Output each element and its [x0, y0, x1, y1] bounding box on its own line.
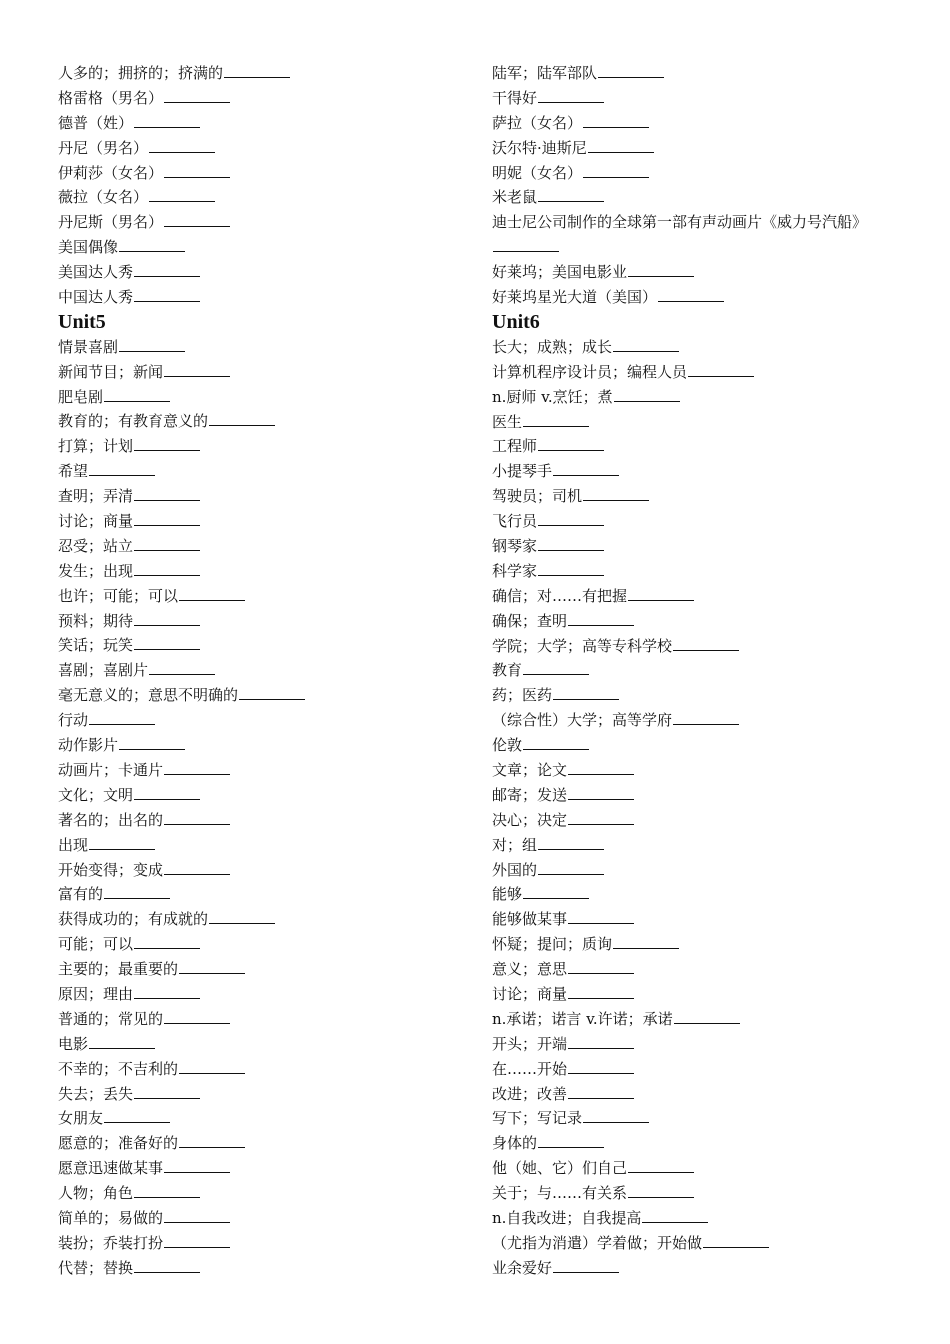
vocab-item	[492, 459, 892, 484]
vocab-item-wrapped	[492, 210, 892, 260]
answer-blank[interactable]	[164, 361, 230, 377]
vocab-item	[492, 833, 892, 858]
answer-blank[interactable]	[134, 1257, 200, 1273]
vocab-item	[58, 1007, 458, 1032]
vocab-text: 讨论；商量	[492, 984, 568, 1003]
answer-blank[interactable]	[568, 908, 634, 924]
answer-blank[interactable]	[209, 908, 275, 924]
answer-blank[interactable]	[224, 62, 290, 78]
answer-blank[interactable]	[673, 709, 739, 725]
answer-blank[interactable]	[568, 1058, 634, 1074]
answer-blank[interactable]	[613, 336, 679, 352]
vocab-item	[58, 459, 458, 484]
vocab-text: 萨拉（女名）	[492, 113, 583, 132]
answer-blank[interactable]	[134, 784, 200, 800]
vocab-item	[492, 882, 892, 907]
vocab-text: 怀疑；提问；质询	[492, 935, 613, 954]
vocab-item	[492, 708, 892, 733]
answer-blank[interactable]	[134, 485, 200, 501]
answer-blank[interactable]	[583, 112, 649, 128]
answer-blank[interactable]	[613, 933, 679, 949]
answer-blank[interactable]	[134, 286, 200, 302]
answer-blank[interactable]	[583, 1107, 649, 1123]
answer-blank[interactable]	[164, 162, 230, 178]
answer-blank[interactable]	[179, 585, 245, 601]
vocab-text: 学院；大学；高等专科学校	[492, 636, 673, 655]
answer-blank[interactable]	[119, 236, 185, 252]
answer-blank[interactable]	[89, 1033, 155, 1049]
vocab-text: 薇拉（女名）	[58, 188, 149, 207]
answer-blank[interactable]	[164, 211, 230, 227]
answer-blank[interactable]	[179, 1058, 245, 1074]
unit5-heading: Unit5	[58, 310, 106, 333]
vocab-item	[58, 1106, 458, 1131]
left-column	[58, 61, 458, 1281]
answer-blank[interactable]	[598, 62, 664, 78]
vocab-item	[492, 634, 892, 659]
vocab-text: 确信；对……有把握	[492, 586, 628, 605]
left-word-list-bottom	[58, 335, 458, 1281]
vocab-item	[492, 932, 892, 957]
vocab-item	[58, 235, 458, 260]
answer-blank[interactable]	[673, 635, 739, 651]
vocab-item	[492, 957, 892, 982]
answer-blank[interactable]	[538, 535, 604, 551]
vocab-text: 毫无意义的；意思不明确的	[58, 686, 239, 705]
vocab-text: 丹尼斯（男名）	[58, 213, 164, 232]
answer-blank[interactable]	[658, 286, 724, 302]
answer-blank[interactable]	[703, 1232, 769, 1248]
vocab-text: 著名的；出名的	[58, 810, 164, 829]
answer-blank[interactable]	[134, 1083, 200, 1099]
vocab-text: 邮寄；发送	[492, 785, 568, 804]
vocab-item	[492, 1032, 892, 1057]
vocab-item	[492, 1131, 892, 1156]
vocab-text: 决心；决定	[492, 810, 568, 829]
answer-blank[interactable]	[628, 585, 694, 601]
vocab-item	[492, 584, 892, 609]
answer-blank[interactable]	[179, 1132, 245, 1148]
vocab-text: （综合性）大学；高等学府	[492, 711, 673, 730]
vocab-item	[58, 1082, 458, 1107]
vocab-item	[58, 633, 458, 658]
answer-blank[interactable]	[523, 659, 589, 675]
left-word-list-top	[58, 61, 458, 310]
vocab-text: 电影	[58, 1034, 89, 1053]
answer-blank[interactable]	[588, 137, 654, 153]
vocab-text: 能够做某事	[492, 910, 568, 929]
vocab-text: 失去；丢失	[58, 1084, 134, 1103]
answer-blank[interactable]	[568, 958, 634, 974]
vocab-text: 好莱坞；美国电影业	[492, 263, 628, 282]
answer-blank[interactable]	[164, 1207, 230, 1223]
vocab-text: 确保；查明	[492, 611, 568, 630]
vocab-item	[492, 1082, 892, 1107]
vocab-item	[58, 1256, 458, 1281]
vocab-text: 预料；期待	[58, 611, 134, 630]
vocab-item	[492, 1256, 892, 1281]
vocab-text: 人多的；拥挤的；挤满的	[58, 64, 224, 82]
unit6-heading: Unit6	[492, 310, 540, 333]
vocab-text: 外国的	[492, 860, 538, 879]
vocab-text: 动作影片	[58, 736, 119, 755]
answer-blank[interactable]	[134, 1182, 200, 1198]
answer-blank[interactable]	[164, 87, 230, 103]
vocab-item	[58, 733, 458, 758]
vocab-text: 代替；替换	[58, 1258, 134, 1277]
vocab-item	[58, 808, 458, 833]
vocab-text: 喜剧；喜剧片	[58, 661, 149, 680]
vocab-item	[58, 434, 458, 459]
vocab-text: 伦敦	[492, 736, 523, 755]
answer-blank[interactable]	[134, 610, 200, 626]
answer-blank[interactable]	[134, 535, 200, 551]
vocab-text: 笑话；玩笑	[58, 636, 134, 655]
answer-blank[interactable]	[614, 386, 680, 402]
vocab-text: 教育	[492, 661, 523, 680]
answer-blank[interactable]	[568, 784, 634, 800]
right-word-list-bottom	[492, 335, 892, 1281]
answer-blank[interactable]	[134, 933, 200, 949]
vocab-text: 讨论；商量	[58, 512, 134, 531]
vocab-item	[492, 783, 892, 808]
answer-blank[interactable]	[628, 1157, 694, 1173]
answer-blank[interactable]	[239, 684, 305, 700]
vocab-text: 他（她、它）们自己	[492, 1159, 628, 1178]
answer-blank[interactable]	[568, 610, 634, 626]
answer-blank[interactable]	[149, 659, 215, 675]
vocab-item	[58, 534, 458, 559]
answer-blank[interactable]	[538, 560, 604, 576]
vocab-item	[492, 136, 892, 161]
vocab-item	[492, 609, 892, 634]
vocab-item	[58, 1032, 458, 1057]
answer-blank[interactable]	[134, 510, 200, 526]
vocab-text: 肥皂剧	[58, 387, 104, 406]
vocab-item	[492, 410, 892, 435]
vocab-text: 对；组	[492, 835, 538, 854]
vocab-item	[58, 957, 458, 982]
vocab-item	[492, 858, 892, 883]
vocab-item	[492, 111, 892, 136]
right-column	[492, 61, 892, 1281]
vocab-item	[58, 932, 458, 957]
vocab-item	[58, 1057, 458, 1082]
answer-blank[interactable]	[493, 236, 559, 252]
right-word-list-top	[492, 61, 892, 210]
answer-blank[interactable]	[583, 162, 649, 178]
vocab-item	[58, 61, 458, 86]
vocab-text: 文章；论文	[492, 760, 568, 779]
vocab-text: 教育的；有教育意义的	[58, 412, 209, 431]
vocab-item	[58, 609, 458, 634]
vocab-item	[492, 360, 892, 385]
vocab-text: 格雷格（男名）	[58, 88, 164, 107]
vocab-text: 出现	[58, 835, 89, 854]
vocab-item	[58, 335, 458, 360]
vocab-text: 伊莉莎（女名）	[58, 163, 164, 182]
vocab-item	[58, 409, 458, 434]
answer-blank[interactable]	[119, 734, 185, 750]
vocab-text: 可能；可以	[58, 935, 134, 954]
answer-blank[interactable]	[568, 1033, 634, 1049]
vocab-item	[492, 1057, 892, 1082]
vocab-item	[58, 86, 458, 111]
answer-blank[interactable]	[642, 1207, 708, 1223]
vocab-text: 美国达人秀	[58, 263, 134, 282]
answer-blank[interactable]	[164, 859, 230, 875]
answer-blank[interactable]	[583, 485, 649, 501]
vocab-item	[58, 161, 458, 186]
vocab-text: 小提琴手	[492, 462, 553, 481]
vocab-text: n.承诺；诺言 v.许诺；承诺	[492, 1009, 673, 1028]
answer-blank[interactable]	[209, 410, 275, 426]
answer-blank[interactable]	[164, 1232, 230, 1248]
vocab-item	[58, 658, 458, 683]
vocab-text: 迪士尼公司制作的全球第一部有声动画片《威力号汽船》	[492, 213, 868, 232]
vocab-item	[58, 210, 458, 235]
answer-blank[interactable]	[164, 809, 230, 825]
vocab-item	[58, 260, 458, 285]
vocab-text: 情景喜剧	[58, 337, 119, 356]
vocab-item	[58, 833, 458, 858]
vocab-text: n.厨师 v.烹饪；煮	[492, 387, 613, 406]
answer-blank[interactable]	[149, 186, 215, 202]
answer-blank[interactable]	[628, 1182, 694, 1198]
vocab-text: 发生；出现	[58, 561, 134, 580]
vocab-text: 中国达人秀	[58, 288, 134, 307]
vocab-text: 也许；可能；可以	[58, 586, 179, 605]
vocab-item	[58, 285, 458, 310]
vocab-text: 驾驶员；司机	[492, 487, 583, 506]
vocab-item	[58, 584, 458, 609]
answer-blank[interactable]	[164, 1157, 230, 1173]
vocab-text: 新闻节目；新闻	[58, 362, 164, 381]
vocab-text: 身体的	[492, 1134, 538, 1153]
vocab-item	[58, 1206, 458, 1231]
vocab-text: 在……开始	[492, 1059, 568, 1078]
vocab-item	[58, 185, 458, 210]
vocab-item	[58, 708, 458, 733]
answer-blank[interactable]	[164, 759, 230, 775]
answer-blank[interactable]	[568, 809, 634, 825]
vocab-text: 德普（姓）	[58, 113, 134, 132]
vocab-text: 开始变得；变成	[58, 860, 164, 879]
vocab-item	[58, 1231, 458, 1256]
vocab-item	[58, 882, 458, 907]
vocab-item	[58, 509, 458, 534]
vocab-item	[492, 285, 892, 310]
answer-blank[interactable]	[538, 834, 604, 850]
vocab-item	[492, 808, 892, 833]
vocab-text: 干得好	[492, 88, 538, 107]
vocab-item	[492, 434, 892, 459]
vocab-item	[492, 1007, 892, 1032]
answer-blank[interactable]	[538, 186, 604, 202]
vocab-text: 医生	[492, 412, 523, 431]
vocab-text: 愿意迅速做某事	[58, 1159, 164, 1178]
vocab-item	[58, 111, 458, 136]
vocab-text: 好莱坞星光大道（美国）	[492, 288, 658, 307]
vocab-item	[492, 1206, 892, 1231]
vocab-text: 药；医药	[492, 686, 553, 705]
vocab-text: 行动	[58, 711, 89, 730]
vocab-text: 动画片；卡通片	[58, 760, 164, 779]
vocab-item	[58, 484, 458, 509]
vocab-text: 飞行员	[492, 512, 538, 531]
vocab-item	[492, 260, 892, 285]
right-word-list-top-2	[492, 260, 892, 310]
vocab-text: 钢琴家	[492, 536, 538, 555]
answer-blank[interactable]	[523, 734, 589, 750]
vocab-text: 主要的；最重要的	[58, 960, 179, 979]
vocab-item	[58, 360, 458, 385]
vocab-text: 写下；写记录	[492, 1109, 583, 1128]
answer-blank[interactable]	[538, 435, 604, 451]
answer-blank[interactable]	[553, 1257, 619, 1273]
vocab-item	[492, 1231, 892, 1256]
vocab-text: 查明；弄清	[58, 487, 134, 506]
vocab-text: 沃尔特·迪斯尼	[492, 138, 587, 157]
vocab-text: 装扮；乔装打扮	[58, 1233, 164, 1252]
vocab-text: 获得成功的；有成就的	[58, 910, 209, 929]
vocab-text: 米老鼠	[492, 188, 538, 207]
vocab-text: （尤指为消遣）学着做；开始做	[492, 1233, 703, 1252]
vocab-text: n.自我改进；自我提高	[492, 1209, 642, 1227]
vocab-item	[492, 559, 892, 584]
vocab-text: 女朋友	[58, 1109, 104, 1128]
vocab-text: 丹尼（男名）	[58, 138, 149, 157]
vocab-text: 工程师	[492, 437, 538, 456]
answer-blank[interactable]	[688, 361, 754, 377]
vocab-text: 愿意的；准备好的	[58, 1134, 179, 1153]
vocab-item	[492, 758, 892, 783]
vocab-item	[492, 484, 892, 509]
vocab-item	[58, 858, 458, 883]
vocab-text: 文化；文明	[58, 785, 134, 804]
vocab-text: 能够	[492, 885, 523, 904]
answer-blank[interactable]	[553, 684, 619, 700]
answer-blank[interactable]	[134, 634, 200, 650]
vocab-text: 不幸的；不吉利的	[58, 1059, 179, 1078]
answer-blank[interactable]	[674, 1008, 740, 1024]
vocab-item	[58, 982, 458, 1007]
vocab-item	[58, 1181, 458, 1206]
vocab-item	[492, 509, 892, 534]
vocab-item	[492, 733, 892, 758]
vocab-item	[492, 658, 892, 683]
vocab-item	[492, 1106, 892, 1131]
vocab-text: 希望	[58, 462, 89, 481]
vocab-item	[492, 335, 892, 360]
answer-blank[interactable]	[553, 460, 619, 476]
vocab-item	[58, 385, 458, 410]
vocab-item	[492, 161, 892, 186]
vocab-text: 陆军；陆军部队	[492, 64, 598, 82]
answer-blank[interactable]	[119, 336, 185, 352]
answer-blank[interactable]	[89, 460, 155, 476]
vocab-item	[58, 1156, 458, 1181]
answer-blank[interactable]	[538, 87, 604, 103]
vocab-item	[492, 683, 892, 708]
vocab-item	[492, 534, 892, 559]
answer-blank[interactable]	[134, 112, 200, 128]
vocab-text: 长大；成熟；成长	[492, 337, 613, 356]
vocab-item	[492, 1181, 892, 1206]
vocab-item	[492, 982, 892, 1007]
vocab-item	[492, 86, 892, 111]
vocab-text: 美国偶像	[58, 238, 119, 257]
vocab-item	[492, 61, 892, 86]
vocab-text: 意义；意思	[492, 960, 568, 979]
vocab-item	[58, 1131, 458, 1156]
answer-blank[interactable]	[104, 386, 170, 402]
vocab-text: 改进；改善	[492, 1084, 568, 1103]
vocab-text: 计算机程序设计员；编程人员	[492, 362, 688, 381]
answer-blank[interactable]	[523, 883, 589, 899]
answer-blank[interactable]	[134, 261, 200, 277]
vocab-text: 普通的；常见的	[58, 1009, 164, 1028]
vocab-item	[58, 758, 458, 783]
vocab-item	[58, 907, 458, 932]
answer-blank[interactable]	[523, 411, 589, 427]
answer-blank[interactable]	[179, 958, 245, 974]
vocab-text: 简单的；易做的	[58, 1208, 164, 1227]
vocab-item	[492, 1156, 892, 1181]
answer-blank[interactable]	[628, 261, 694, 277]
answer-blank[interactable]	[538, 859, 604, 875]
vocab-item	[58, 136, 458, 161]
vocab-text: 打算；计划	[58, 437, 134, 456]
answer-blank[interactable]	[89, 709, 155, 725]
answer-blank[interactable]	[89, 834, 155, 850]
vocab-text: 原因；理由	[58, 984, 134, 1003]
vocab-text: 富有的	[58, 885, 104, 904]
answer-blank[interactable]	[164, 1008, 230, 1024]
answer-blank[interactable]	[568, 1083, 634, 1099]
vocab-text: 明妮（女名）	[492, 163, 583, 182]
vocab-item	[58, 783, 458, 808]
answer-blank[interactable]	[149, 137, 215, 153]
answer-blank[interactable]	[538, 510, 604, 526]
answer-blank[interactable]	[538, 1132, 604, 1148]
answer-blank[interactable]	[134, 560, 200, 576]
vocab-item	[492, 385, 892, 410]
vocab-item	[58, 683, 458, 708]
vocab-text: 关于；与……有关系	[492, 1184, 628, 1203]
vocab-item	[492, 185, 892, 210]
answer-blank[interactable]	[568, 983, 634, 999]
vocab-text: 忍受；站立	[58, 536, 134, 555]
answer-blank[interactable]	[104, 1107, 170, 1123]
vocab-text: 开头；开端	[492, 1034, 568, 1053]
answer-blank[interactable]	[134, 435, 200, 451]
answer-blank[interactable]	[134, 983, 200, 999]
vocab-text: 科学家	[492, 561, 538, 580]
vocab-text: 人物；角色	[58, 1184, 134, 1203]
answer-blank[interactable]	[104, 883, 170, 899]
answer-blank[interactable]	[568, 759, 634, 775]
vocab-item	[58, 559, 458, 584]
vocab-item	[492, 907, 892, 932]
vocab-text: 业余爱好	[492, 1258, 553, 1277]
